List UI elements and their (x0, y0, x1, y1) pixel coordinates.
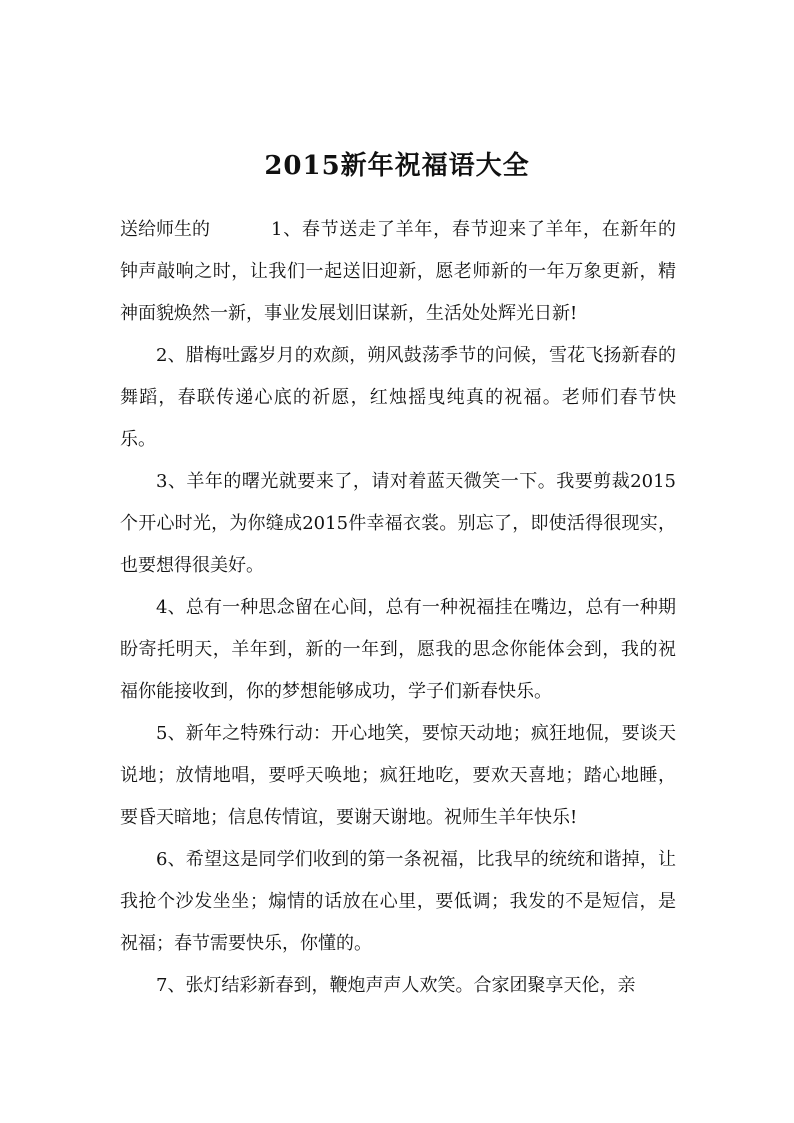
paragraph-7: 7、张灯结彩新春到，鞭炮声声人欢笑。合家团聚享天伦，亲 (156, 975, 636, 996)
paragraph-6: 6、希望这是同学们收到的第一条祝福，比我早的统统和谐掉，让我抢个沙发坐坐；煽情的话放在心里，要低调；我发的不是短信，是祝福；春节需要快乐，你懂的。 (120, 849, 676, 954)
paragraph-4: 4、总有一种思念留在心间，总有一种祝福挂在嘴边，总有一种期盼寄托明天，羊年到，新的一年到，愿我的思念你能体会到，我的祝福你能接收到，你的梦想能够成功，学子们新春快乐。 (120, 597, 676, 702)
paragraph-2: 2、腊梅吐露岁月的欢颜，朔风鼓荡季节的问候，雪花飞扬新春的舞蹈，春联传递心底的祈愿，红烛摇曳纯真的祝福。老师们春节快乐。 (120, 345, 676, 450)
paragraph-5: 5、新年之特殊行动：开心地笑，要惊天动地；疯狂地侃，要谈天说地；放情地唱，要呼天唤地；疯狂地吃，要欢天喜地；踏心地睡，要昏天暗地；信息传情谊，要谢天谢地。祝师生羊年快乐! (120, 723, 676, 828)
document-title: 2015新年祝福语大全 (264, 151, 530, 181)
paragraph-1-text: 1、春节送走了羊年，春节迎来了羊年，在新年的钟声敲响之时，让我们一起送旧迎新，愿老师新的一年万象更新，精神面貌焕然一新，事业发展划旧谋新，生活处处辉光日新! (120, 219, 676, 324)
paragraph-1 (120, 209, 676, 335)
paragraph-3: 3、羊年的曙光就要来了，请对着蓝天微笑一下。我要剪裁2015个开心时光，为你缝成2015件幸福衣裳。别忘了，即使活得很现实，也要想得很美好。 (120, 471, 676, 576)
intro-label: 送给师生的 (120, 219, 210, 240)
document-body (120, 209, 676, 1007)
